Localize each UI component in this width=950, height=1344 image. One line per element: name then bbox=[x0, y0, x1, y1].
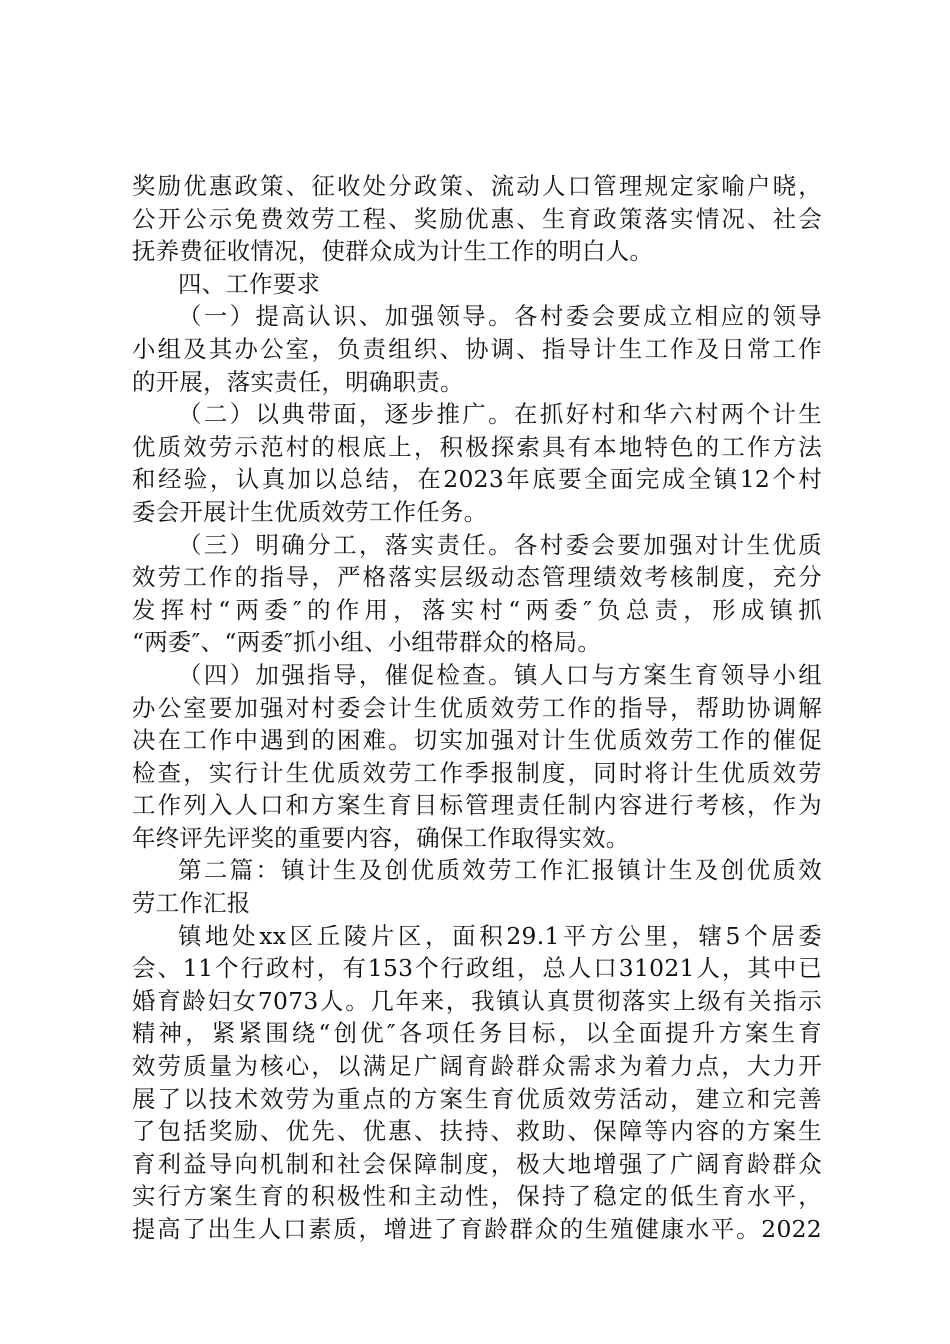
text-line: 检查，实行计生优质效劳工作季报制度，同时将计生优质效劳 bbox=[132, 758, 822, 787]
text-line: 会、11个行政村，有153个行政组，总人口31021人，其中已 bbox=[132, 954, 822, 983]
text-line: 办公室要加强对村委会计生优质效劳工作的指导，帮助协调解 bbox=[132, 693, 822, 722]
text-line: 公开公示免费效劳工程、奖励优惠、生育政策落实情况、社会 bbox=[132, 204, 822, 233]
text-line: （四）加强指导，催促检查。镇人口与方案生育领导小组 bbox=[178, 660, 822, 689]
document-body bbox=[132, 170, 822, 1246]
text-line: 优质效劳示范村的根底上，积极探索具有本地特色的工作方法 bbox=[132, 432, 822, 461]
text-line: 提高了出生人口素质，增进了育龄群众的生殖健康水平。2022 bbox=[132, 1215, 822, 1243]
text-line: 小组及其办公室，负责组织、协调、指导计生工作及日常工作 bbox=[132, 334, 822, 363]
text-line: 效劳工作的指导，严格落实层级动态管理绩效考核制度，充分 bbox=[132, 563, 822, 592]
text-line: 育利益导向机制和社会保障制度，极大地增强了广阔育龄群众 bbox=[132, 1149, 822, 1178]
text-line: 了包括奖励、优先、优惠、扶持、救助、保障等内容的方案生 bbox=[132, 1117, 822, 1146]
text-line: （三）明确分工，落实责任。各村委会要加强对计生优质 bbox=[178, 530, 822, 559]
text-line: 实行方案生育的积极性和主动性，保持了稳定的低生育水平， bbox=[132, 1182, 822, 1211]
text-line: 精神，紧紧围绕“创优″各项任务目标，以全面提升方案生育 bbox=[132, 1019, 822, 1048]
text-line: 效劳质量为核心，以满足广阔育龄群众需求为着力点，大力开 bbox=[132, 1052, 822, 1081]
text-line: 发挥村“两委″的作用，落实村“两委″负总责，形成镇抓 bbox=[132, 595, 822, 624]
text-line: 年终评先评奖的重要内容，确保工作取得实效。 bbox=[132, 823, 630, 852]
text-line: 奖励优惠政策、征收处分政策、流动人口管理规定家喻户晓， bbox=[132, 172, 822, 200]
text-line: “两委″、“两委″抓小组、小组带群众的格局。 bbox=[132, 628, 602, 657]
text-line: 婚育龄妇女7073人。几年来，我镇认真贯彻落实上级有关指示 bbox=[132, 986, 822, 1015]
text-line: 工作列入人口和方案生育目标管理责任制内容进行考核，作为 bbox=[132, 791, 822, 820]
text-line: 抚养费征收情况，使群众成为计生工作的明白人。 bbox=[132, 237, 654, 266]
text-line: 决在工作中遇到的困难。切实加强对计生优质效劳工作的催促 bbox=[132, 726, 822, 755]
text-line: 和经验，认真加以总结，在2023年底要全面完成全镇12个村 bbox=[132, 465, 822, 494]
text-line: 四、工作要求 bbox=[178, 269, 321, 298]
text-line: （二）以典带面，逐步推广。在抓好村和华六村两个计生 bbox=[178, 400, 822, 429]
text-line: 委会开展计生优质效劳工作任务。 bbox=[132, 497, 488, 526]
text-line: 第二篇：镇计生及创优质效劳工作汇报镇计生及创优质效 bbox=[178, 856, 822, 885]
text-line: 展了以技术效劳为重点的方案生育优质效劳活动，建立和完善 bbox=[132, 1084, 822, 1113]
text-line: 的开展，落实责任，明确职责。 bbox=[132, 367, 464, 396]
text-line: 劳工作汇报 bbox=[132, 889, 251, 918]
text-line: （一）提高认识、加强领导。各村委会要成立相应的领导 bbox=[178, 302, 822, 331]
text-line: 镇地处xx区丘陵片区，面积29.1平方公里，辖5个居委 bbox=[178, 921, 822, 950]
